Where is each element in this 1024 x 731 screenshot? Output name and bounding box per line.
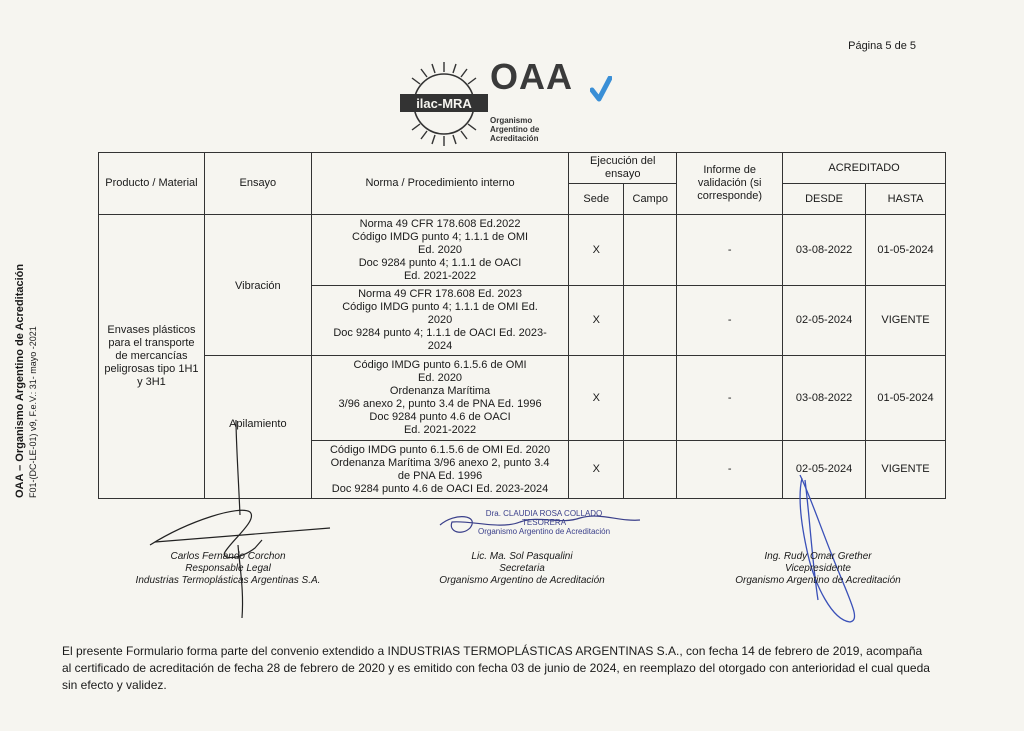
signer-role: Secretaria	[499, 563, 545, 574]
header-campo: Campo	[624, 184, 677, 215]
header-norma: Norma / Procedimiento interno	[311, 153, 569, 215]
signer-org: Organismo Argentino de Acreditación	[439, 575, 605, 586]
oaa-brand: OAA	[490, 56, 573, 97]
hasta-cell: VIGENTE	[866, 286, 946, 356]
header-ejecucion: Ejecución del ensayo	[569, 153, 677, 184]
norma-cell: Código IMDG punto 6.1.5.6 de OMI Ed. 2020 Ordenanza Marítima 3/96 anexo 2, punto 3.4 de PNA Ed. 1996 Doc 9284 punto 4.6 de OACI Ed. 2023-2024	[311, 441, 569, 499]
ensayo-vibracion: Vibración	[204, 215, 311, 356]
signature-block-secretaria	[412, 551, 632, 587]
side-label-form-code: F01-(DC-LE-01) v9, F.e.V.: 31- mayo -2021	[28, 326, 38, 498]
norma-cell: Norma 49 CFR 178.608 Ed. 2023 Código IMDG punto 4; 1.1.1 de OMI Ed. 2020 Doc 9284 punto 4; 1.1.1 de OACI Ed. 2023- 2024	[311, 286, 569, 356]
signer-org: Industrias Termoplásticas Argentinas S.A.	[135, 575, 321, 586]
sede-cell: X	[569, 286, 624, 356]
header-sede: Sede	[569, 184, 624, 215]
header-hasta: HASTA	[866, 184, 946, 215]
footer-paragraph: El presente Formulario forma parte del convenio extendido a INDUSTRIAS TERMOPLÁSTICAS ARGENTINAS S.A., con fecha 14 de febrero de 2019, acompaña al certificado de acreditación de fecha 28 de febrero de 2020 y es emitido con fecha 03 de junio de 2024, en reemplazo del otorgado con anterioridad el cual queda sin efecto y validez.	[62, 644, 930, 692]
side-label-title: OAA – Organismo Argentino de Acreditación	[14, 263, 26, 498]
page-number: Página 5 de 5	[848, 40, 916, 52]
signer-name: Ing. Rudy Omar Grether	[764, 551, 872, 562]
sede-cell: X	[569, 215, 624, 286]
hasta-cell: VIGENTE	[866, 441, 946, 499]
signature-block-vicepresidente	[708, 551, 928, 587]
sede-cell: X	[569, 441, 624, 499]
header-desde: DESDE	[783, 184, 866, 215]
desde-cell: 03-08-2022	[783, 215, 866, 286]
desde-cell: 02-05-2024	[783, 441, 866, 499]
informe-cell: -	[677, 215, 783, 286]
header-producto: Producto / Material	[99, 153, 205, 215]
desde-cell: 03-08-2022	[783, 356, 866, 441]
signature-grether-icon	[800, 475, 855, 622]
header-acreditado: ACREDITADO	[783, 153, 946, 184]
ilac-label: ilac-MRA	[416, 96, 472, 111]
informe-cell: -	[677, 356, 783, 441]
ensayo-apilamiento: Apilamiento	[204, 356, 311, 499]
producto-cell: Envases plásticos para el transporte de mercancías peligrosas tipo 1H1 y 3H1	[99, 215, 205, 499]
hasta-cell: 01-05-2024	[866, 215, 946, 286]
header-informe: Informe de validación (si corresponde)	[677, 153, 783, 215]
header-ensayo: Ensayo	[204, 153, 311, 215]
signer-org: Organismo Argentino de Acreditación	[735, 575, 901, 586]
signature-corchon-icon	[150, 420, 330, 618]
signer-name: Carlos Fernando Corchon	[170, 551, 286, 562]
treasurer-stamp: Dra. CLAUDIA ROSA COLLADO TESORERA Organismo Argentino de Acreditación	[478, 509, 611, 536]
signer-role: Vicepresidente	[785, 563, 851, 574]
informe-cell: -	[677, 286, 783, 356]
informe-cell: -	[677, 441, 783, 499]
oaa-org-name: Organismo Argentino de Acreditación	[490, 116, 540, 143]
signer-name: Lic. Ma. Sol Pasqualini	[471, 551, 573, 562]
desde-cell: 02-05-2024	[783, 286, 866, 356]
norma-cell: Norma 49 CFR 178.608 Ed.2022 Código IMDG punto 4; 1.1.1 de OMI Ed. 2020 Doc 9284 punto 4; 1.1.1 de OACI Ed. 2021-2022	[311, 215, 569, 286]
hasta-cell: 01-05-2024	[866, 356, 946, 441]
signer-role: Responsable Legal	[185, 563, 271, 574]
norma-cell: Código IMDG punto 6.1.5.6 de OMI Ed. 2020 Ordenanza Marítima 3/96 anexo 2, punto 3.4 de PNA Ed. 1996 Doc 9284 punto 4.6 de OACI Ed. 2021-2022	[311, 356, 569, 441]
signature-block-legal	[118, 551, 338, 587]
sede-cell: X	[569, 356, 624, 441]
